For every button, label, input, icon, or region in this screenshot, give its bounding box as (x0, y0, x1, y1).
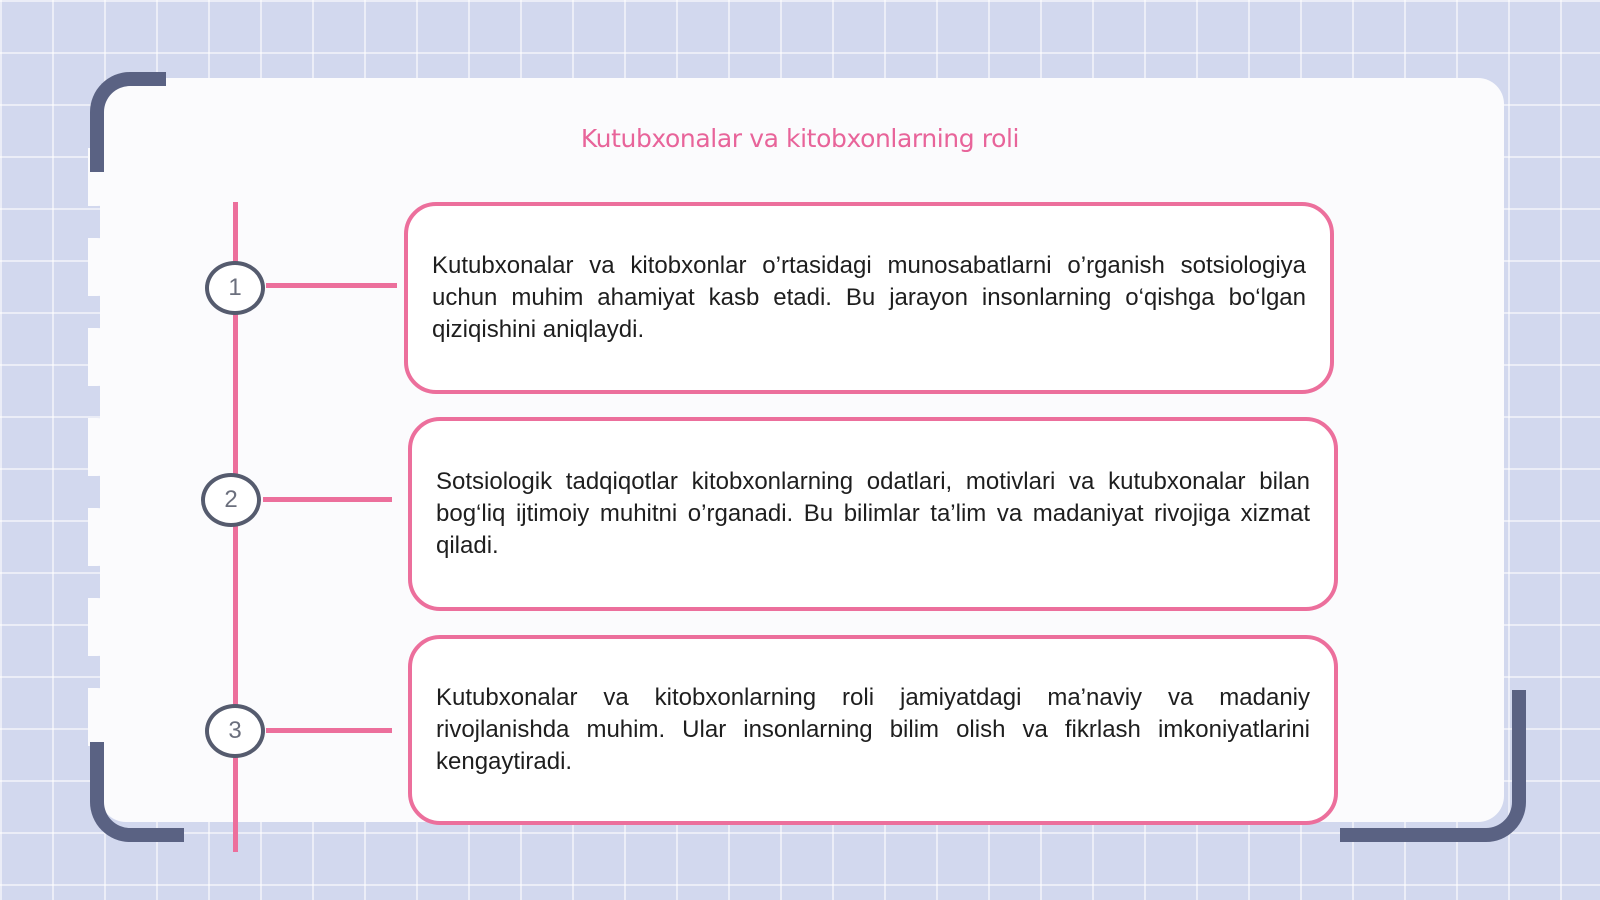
content-card-3 (408, 635, 1338, 825)
corner-bracket-top-left (90, 72, 166, 172)
content-card-1 (404, 202, 1334, 394)
step-number-2: 2 (201, 473, 261, 527)
timeline-connector-3 (266, 728, 392, 733)
timeline-connector-1 (266, 283, 397, 288)
step-number-1: 1 (205, 261, 265, 315)
timeline-connector-2 (263, 497, 392, 502)
card-text-2: Sotsiologik tadqiqotlar kitobxonlarning odatlari, motivlari va kutubxonalar bilan bog‘liq ijtimoiy muhitni o’rganadi. Bu bilimlar ta’lim va madaniyat rivojiga xizmat qiladi. (436, 468, 1310, 559)
corner-bracket-bottom-right (1340, 690, 1526, 842)
content-card-2 (408, 417, 1338, 611)
card-text-1: Kutubxonalar va kitobxonlar o’rtasidagi munosabatlarni o’rganish sotsiologiya uchun muhim ahamiyat kasb etadi. Bu jarayon insonlarning o‘qishga bo‘lgan qiziqishini aniqlaydi. (432, 252, 1306, 343)
card-text-3: Kutubxonalar va kitobxonlarning roli jamiyatdagi ma’naviy va madaniy rivojlanishda muhim. Ular insonlarning bilim olish va fikrlash imkoniyatlarini kengaytiradi. (436, 684, 1310, 775)
step-number-3: 3 (205, 704, 265, 758)
slide-title: Kutubxonalar va kitobxonlarning roli (580, 124, 1020, 153)
corner-bracket-bottom-left (90, 742, 184, 842)
